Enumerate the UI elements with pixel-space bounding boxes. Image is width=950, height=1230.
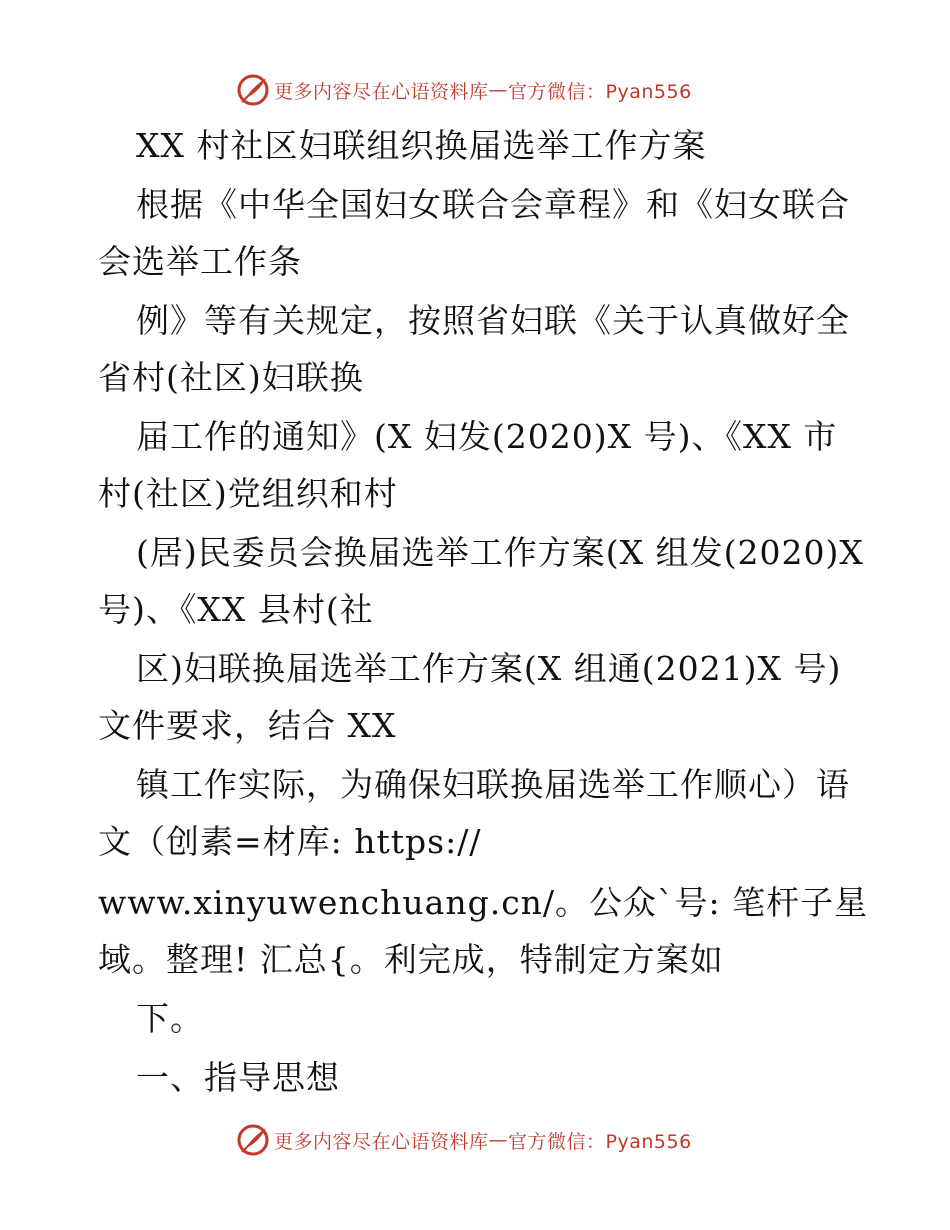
watermark-dash: — — [488, 1129, 509, 1151]
paragraph-line: www.xinyuwenchuang.cn/。公众`号: 笔杆子星 — [98, 883, 869, 922]
watermark-wechat: 官方微信：Pyan556 — [508, 1130, 692, 1153]
paragraph-line: 根据《中华全国妇女联合会章程》和《妇女联合 — [136, 185, 850, 224]
watermark-text: 更多内容尽在心语资料库 — [274, 80, 489, 103]
paragraph-line: (居)民委员会换届选举工作方案(X 组发(2020)X — [136, 533, 864, 572]
footer-watermark — [236, 1123, 692, 1157]
paragraph-line: 域。整理! 汇总{。利完成，特制定方案如 — [98, 940, 724, 979]
paragraph-line: 镇工作实际，为确保妇联换届选举工作顺心）语 — [136, 765, 850, 804]
paragraph-line: 村(社区)党组织和村 — [98, 474, 398, 513]
paragraph-line: 文（创素=材库: https:// — [98, 822, 482, 861]
paragraph-line: 文件要求，结合 XX — [98, 706, 397, 745]
paragraph-line: 届工作的通知》(X 妇发(2020)X 号)、《XX 市 — [136, 417, 838, 456]
paragraph-line: 号)、《XX 县村(社 — [98, 590, 374, 629]
paragraph-line: 例》等有关规定，按照省妇联《关于认真做好全 — [136, 301, 850, 340]
watermark-dash: — — [488, 79, 509, 101]
watermark-wechat: 官方微信：Pyan556 — [508, 80, 692, 103]
feather-pen-logo-icon — [236, 1123, 270, 1157]
paragraph-line: 区)妇联换届选举工作方案(X 组通(2021)X 号) — [136, 649, 842, 688]
section-heading: 一、指导思想 — [136, 1058, 340, 1097]
paragraph-line: 省村(社区)妇联换 — [98, 358, 364, 397]
watermark-text: 更多内容尽在心语资料库 — [274, 1130, 489, 1153]
document-title: XX 村社区妇联组织换届选举工作方案 — [136, 126, 707, 165]
paragraph-line: 下。 — [136, 999, 204, 1038]
paragraph-line: 会选举工作条 — [98, 242, 302, 281]
